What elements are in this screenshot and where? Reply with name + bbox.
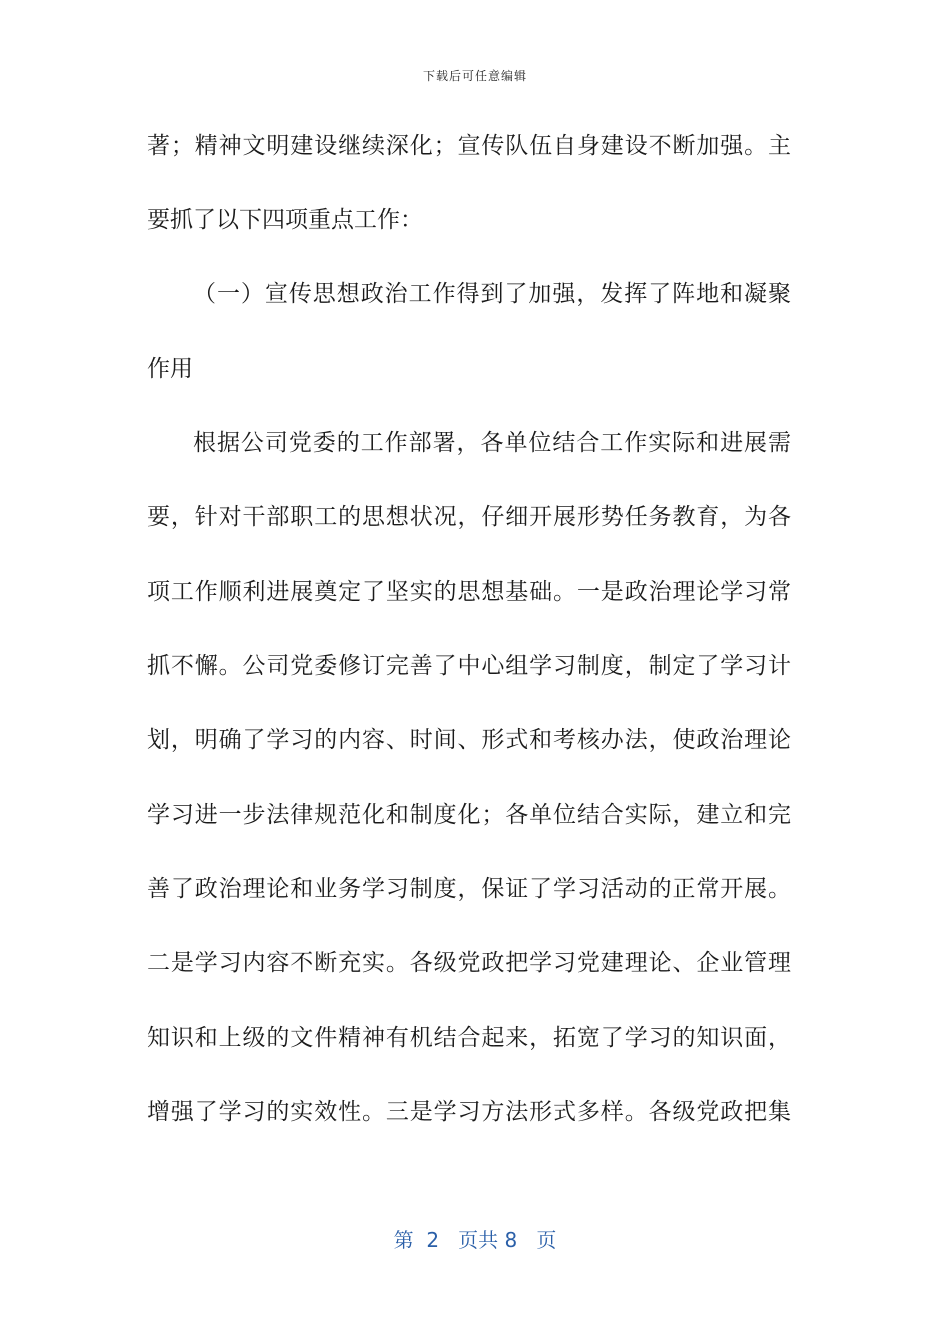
text-line-13: 知识和上级的文件精神有机结合起来，拓宽了学习的知识面， <box>147 1025 791 1051</box>
text-line-8: 抓不懈。公司党委修订完善了中心组学习制度，制定了学习计 <box>147 653 791 679</box>
text-line-5: 根据公司党委的工作部署，各单位结合工作实际和进展需 <box>193 430 791 456</box>
text-line-1: 著；精神文明建设继续深化；宣传队伍自身建设不断加强。主 <box>147 133 791 159</box>
text-line-7: 项工作顺利进展奠定了坚实的思想基础。一是政治理论学习常 <box>147 579 791 605</box>
text-line-11: 善了政治理论和业务学习制度，保证了学习活动的正常开展。 <box>147 876 791 902</box>
text-line-6: 要，针对干部职工的思想状况，仔细开展形势任务教育，为各 <box>147 504 791 530</box>
text-line-9: 划，明确了学习的内容、时间、形式和考核办法，使政治理论 <box>147 727 791 753</box>
text-line-14: 增强了学习的实效性。三是学习方法形式多样。各级党政把集 <box>147 1099 791 1125</box>
text-line-2: 要抓了以下四项重点工作： <box>147 207 423 233</box>
section-heading-line-1: （一）宣传思想政治工作得到了加强，发挥了阵地和凝聚 <box>193 281 791 307</box>
page-number-footer: 第 2 页共 8 页 <box>393 1228 557 1252</box>
text-line-12: 二是学习内容不断充实。各级党政把学习党建理论、企业管理 <box>147 950 791 976</box>
page-header: 下载后可任意编辑 <box>422 69 527 83</box>
section-heading-line-2: 作用 <box>147 356 193 382</box>
text-line-10: 学习进一步法律规范化和制度化；各单位结合实际，建立和完 <box>147 802 791 828</box>
